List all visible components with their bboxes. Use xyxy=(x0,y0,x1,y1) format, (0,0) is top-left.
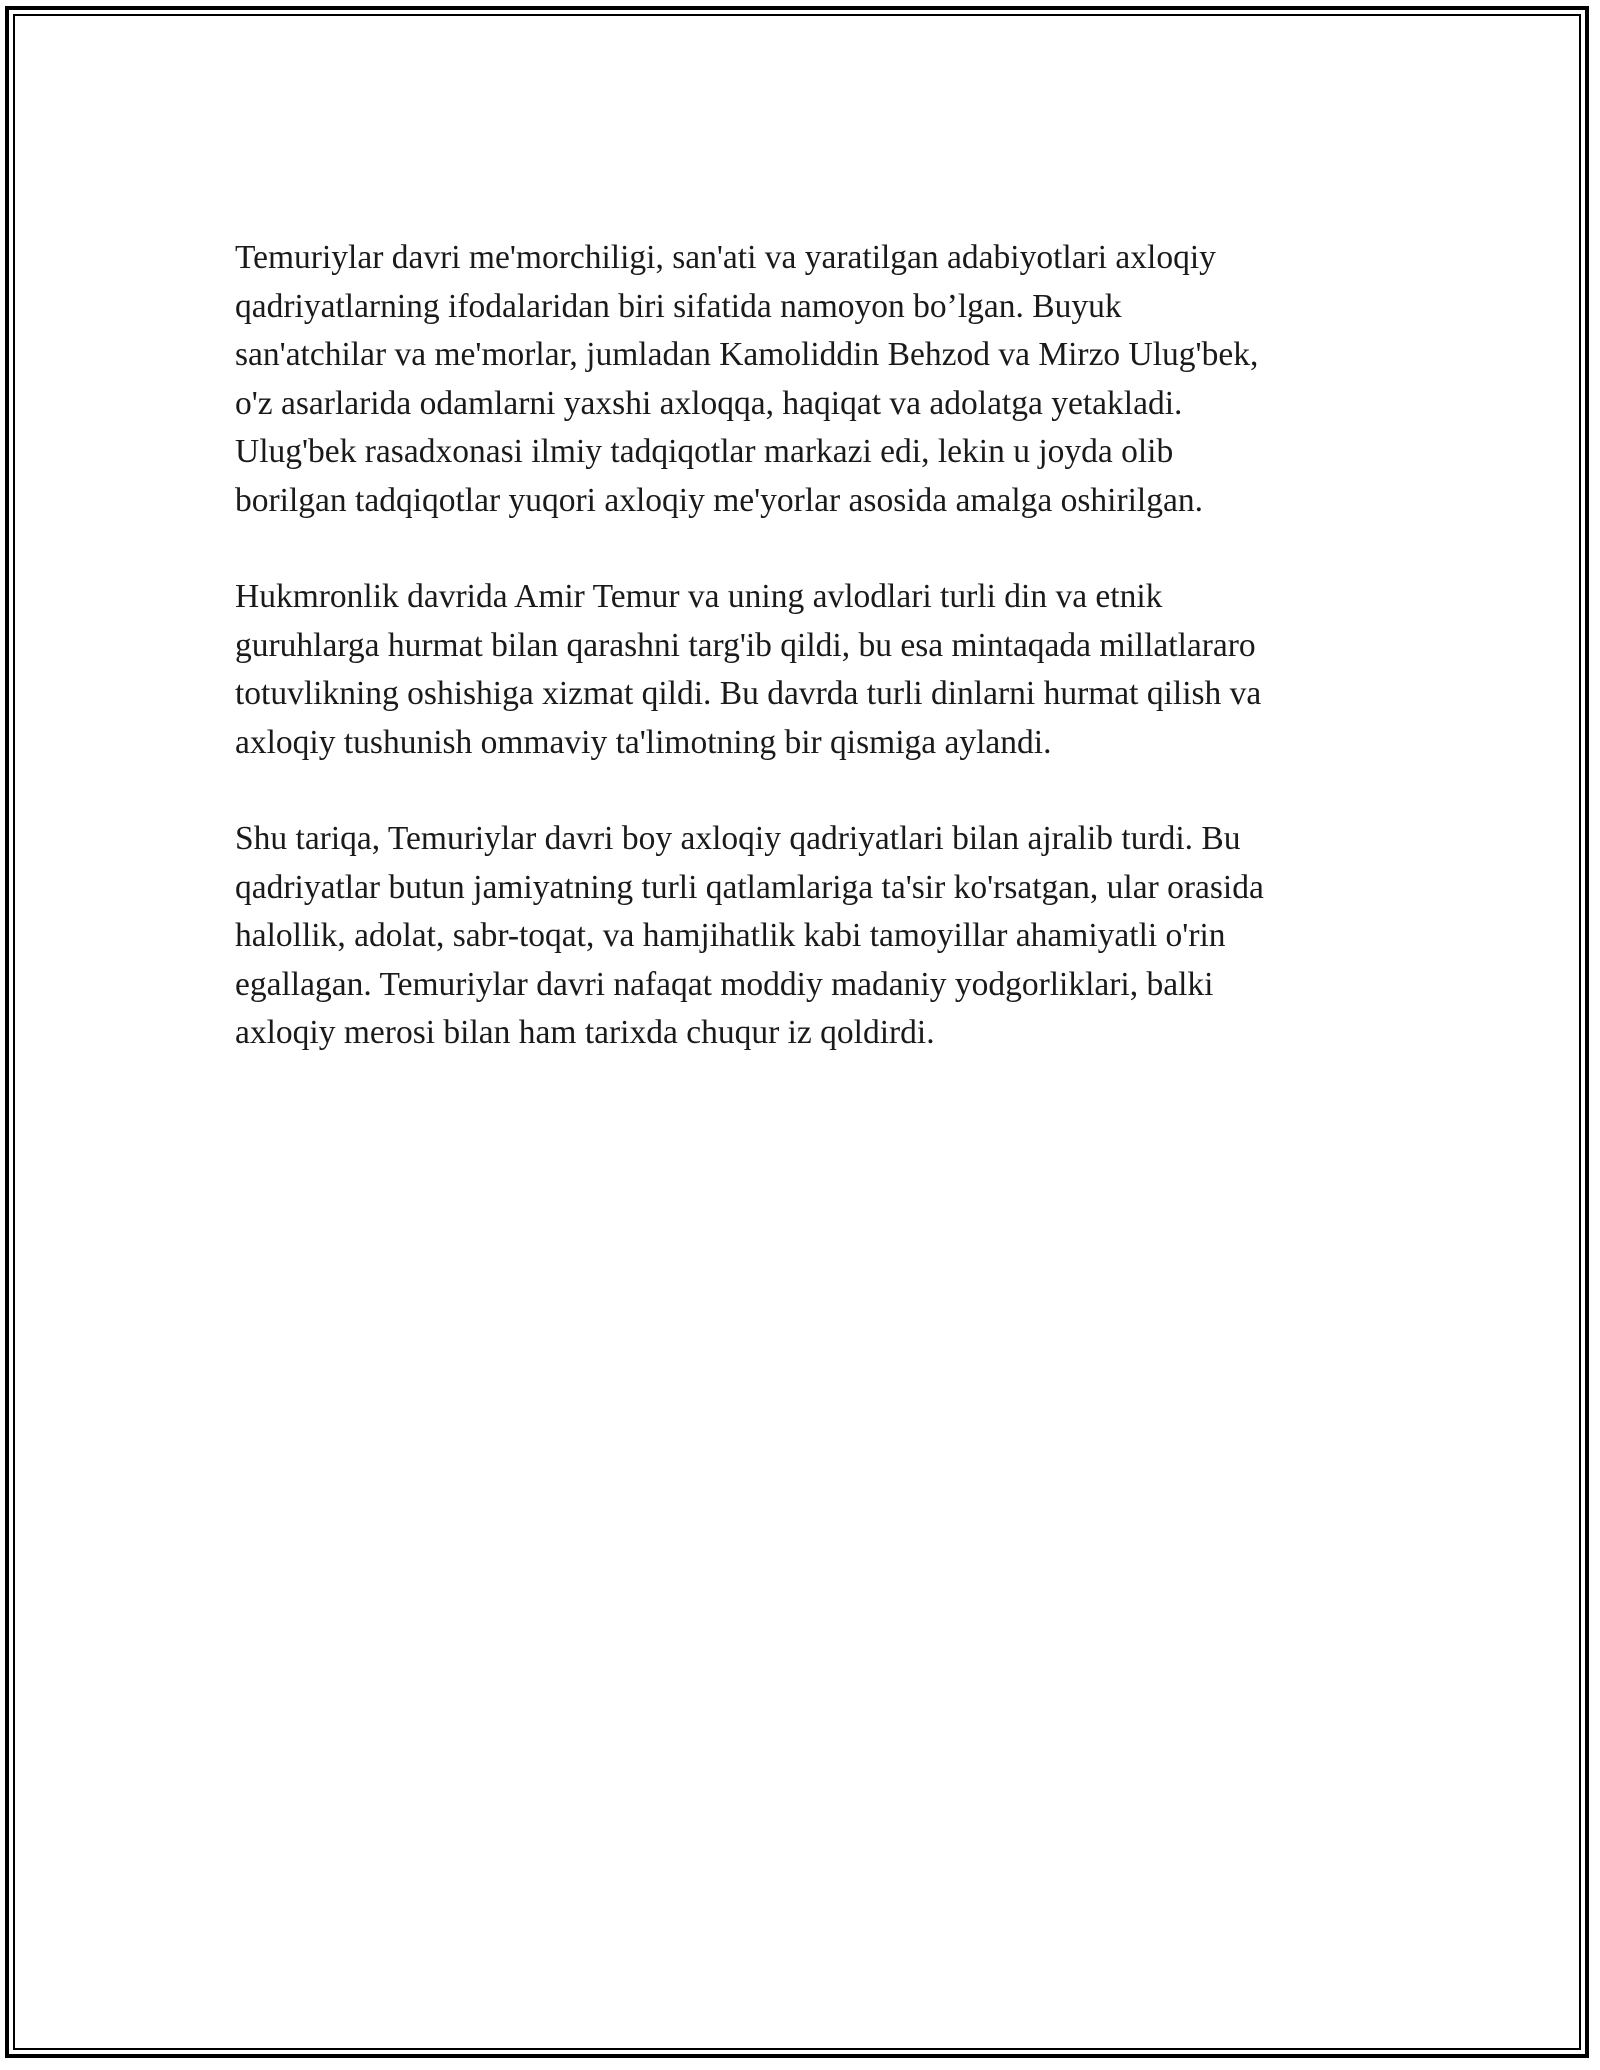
paragraph-line: totuvlikning oshishiga xizmat qildi. Bu davrda turli dinlarni hurmat qilish va xyxy=(235,675,1262,712)
paragraph-line: egallagan. Temuriylar davri nafaqat moddiy madaniy yodgorliklari, balki xyxy=(235,965,1214,1003)
paragraph-line: Hukmronlik davrida Amir Temur va uning avlodlari turli din va etnik xyxy=(235,578,1163,615)
paragraph-line: Shu tariqa, Temuriylar davri boy axloqiy qadriyatlari bilan ajralib turdi. Bu xyxy=(235,820,1241,857)
paragraph-line: qadriyatlar butun jamiyatning turli qatlamlariga ta'sir ko'rsatgan, ular orasida xyxy=(235,868,1264,906)
paragraph-line: axloqiy tushunish ommaviy ta'limotning bir qismiga aylandi. xyxy=(235,723,1052,761)
paragraph-line: Temuriylar davri me'morchiligi, san'ati va yaratilgan adabiyotlari axloqiy xyxy=(235,239,1216,276)
paragraph-line: halollik, adolat, sabr-toqat, va hamjihatlik kabi tamoyillar ahamiyatli o'rin xyxy=(235,917,1226,954)
paragraph-3 xyxy=(235,815,1365,1058)
paragraph-1 xyxy=(235,234,1365,525)
paragraph-line: san'atchilar va me'morlar, jumladan Kamoliddin Behzod va Mirzo Ulug'bek, xyxy=(235,336,1259,373)
paragraph-line: Ulug'bek rasadxonasi ilmiy tadqiqotlar markazi edi, lekin u joyda olib xyxy=(235,433,1174,470)
paragraph-line: axloqiy merosi bilan ham tarixda chuqur iz qoldirdi. xyxy=(235,1014,935,1051)
paragraph-line: o'z asarlarida odamlarni yaxshi axloqqa, haqiqat va adolatga yetakladi. xyxy=(235,384,1183,422)
paragraph-line: borilgan tadqiqotlar yuqori axloqiy me'yorlar asosida amalga oshirilgan. xyxy=(235,481,1203,519)
paragraph-line: qadriyatlarning ifodalaridan biri sifatida namoyon bo’lgan. Buyuk xyxy=(235,287,1122,325)
paragraph-line: guruhlarga hurmat bilan qarashni targ'ib qildi, bu esa mintaqada millatlararo xyxy=(235,626,1256,664)
document-body xyxy=(235,234,1365,1106)
paragraph-2 xyxy=(235,573,1365,767)
